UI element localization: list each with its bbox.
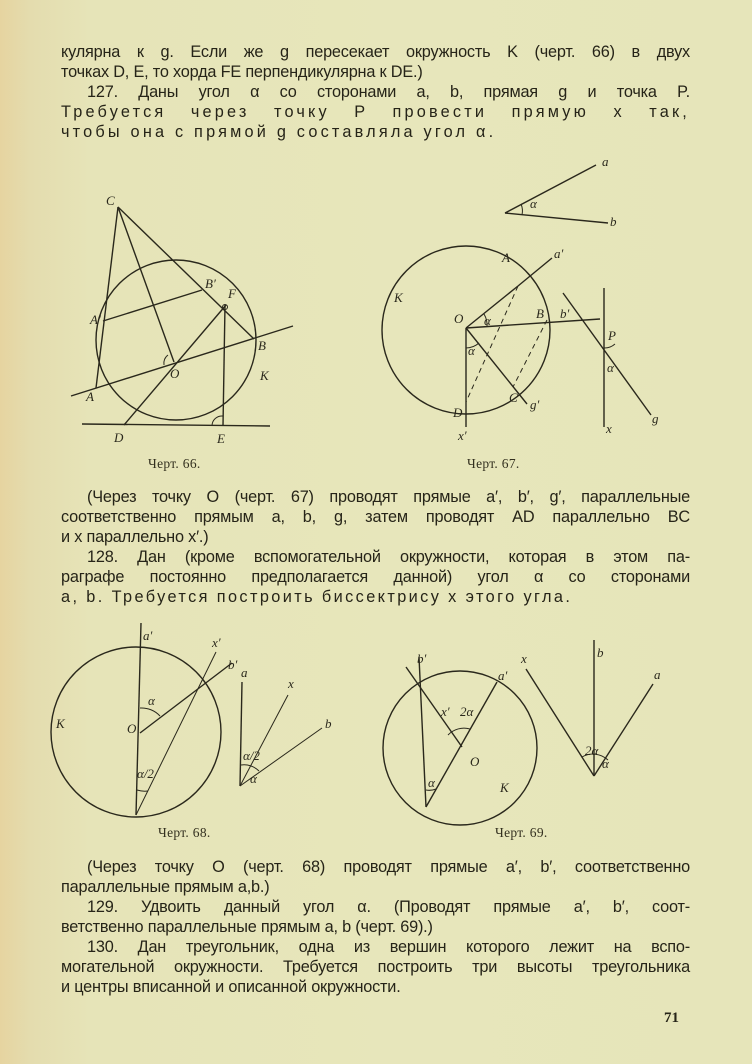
label-alpha-1: α (484, 313, 491, 328)
label-b-prime: b′ (560, 306, 570, 321)
label-2alpha-right: 2α (585, 743, 599, 758)
paragraph-continuation (61, 42, 690, 82)
paragraph-figure-68-note (61, 857, 690, 897)
label-b-prime: B′ (205, 276, 216, 291)
ray-a (240, 682, 242, 786)
label-k: K (260, 368, 269, 383)
figure-66 (60, 185, 310, 455)
label-alpha-2: α (250, 771, 257, 786)
label-p: P (608, 328, 616, 343)
label-point-b: B (536, 306, 544, 321)
label-a-prime: A′ (90, 312, 101, 327)
label-alpha-right: α (602, 756, 609, 771)
text-line: ветственно параллельные прямым a, b (черт. 69).) (61, 918, 433, 936)
label-a: a (654, 667, 661, 682)
label-a: A (86, 389, 94, 404)
label-k: K (56, 716, 65, 731)
label-d: D (453, 405, 463, 420)
label-k: K (500, 780, 509, 795)
text-line: и центры вписанной и описанной окружности. (61, 978, 401, 996)
label-o: O (127, 721, 137, 736)
text-line: раграфе постоянно предполагается данной) угол α со сторонами (61, 568, 690, 586)
text-line: параллельные прямым a,b.) (61, 878, 270, 896)
text-line: и x параллельно x′.) (61, 528, 209, 546)
label-x-prime: x′ (441, 704, 450, 719)
label-a: a (241, 665, 248, 680)
line-de (82, 424, 270, 426)
paragraph-figure-67-note (61, 487, 690, 547)
caption-figure-68: Черт. 68. (158, 825, 211, 840)
label-alpha-2: α (468, 343, 475, 358)
label-a-prime: a′ (498, 668, 508, 683)
label-a: a (602, 154, 609, 169)
label-b: b (597, 645, 604, 660)
line-a-prime (136, 623, 141, 815)
label-x: x (606, 421, 612, 436)
label-b: B (258, 338, 266, 353)
angle-mark-half (137, 790, 148, 791)
label-a-prime: a′ (143, 628, 153, 643)
problem-128 (61, 547, 690, 607)
chord-fe (223, 305, 225, 426)
line-ca (96, 207, 118, 388)
text-line: соответственно прямым a, b, g, затем проводят AD параллельно BC (61, 508, 690, 526)
label-o: O (470, 754, 480, 769)
label-2alpha: 2α (460, 704, 474, 719)
text-line: 128. Дан (кроме вспомогательной окружности, которая в этом па- (87, 548, 690, 566)
angle-mark-p (604, 344, 615, 348)
label-b: b (325, 716, 332, 731)
label-b-prime: b′ (417, 651, 427, 666)
label-alpha: α (530, 196, 537, 211)
label-o: O (170, 366, 180, 381)
figure-69 (370, 625, 690, 825)
label-x-prime: x′ (458, 428, 467, 443)
line-co (118, 207, 174, 362)
text-line: точках D, E, то хорда FE перпендикулярна к DE.) (61, 63, 423, 81)
ray-b (505, 213, 608, 223)
label-c: C (106, 193, 115, 208)
label-k: K (394, 290, 403, 305)
figure-68 (40, 615, 360, 825)
problem-127 (61, 82, 690, 142)
problem-129 (61, 897, 690, 937)
label-b: b (610, 214, 617, 229)
label-d: D (114, 430, 124, 445)
text-line: 130. Дан треугольник, одна из вершин которого лежит на вспо- (87, 938, 690, 956)
label-c: C (509, 390, 518, 405)
line-a-prime (426, 682, 497, 807)
text-line: чтобы она с прямой g составляла угол α. (61, 123, 497, 141)
caption-figure-66: Черт. 66. (148, 456, 201, 471)
line-g (563, 293, 651, 415)
line-x-prime (406, 667, 462, 747)
caption-figure-69: Черт. 69. (495, 825, 548, 840)
line-bc (513, 320, 547, 387)
label-alpha-half: α/2 (137, 766, 154, 781)
label-alpha-half-2: α/2 (243, 748, 260, 763)
text-line: 127. Даны угол α со сторонами a, b, прямая g и точка P. (87, 83, 690, 101)
label-x-prime: x′ (212, 635, 221, 650)
page-number: 71 (664, 1010, 679, 1026)
line-x-prime (136, 652, 216, 815)
ray-g-prime (466, 328, 527, 404)
circle-k (96, 260, 256, 420)
line-oa (466, 286, 518, 328)
text-line: могательной окружности. Требуется построить три высоты треугольника (61, 958, 690, 976)
problem-130 (61, 937, 690, 997)
label-alpha: α (148, 693, 155, 708)
text-line: 129. Удвоить данный угол α. (Проводят прямые a′, b′, соот- (87, 898, 690, 916)
angle-mark-o (164, 355, 168, 365)
ray-x (240, 695, 288, 786)
label-x: x (521, 651, 527, 666)
label-e: E (217, 431, 225, 446)
label-g: g (652, 411, 659, 426)
text-line: a, b. Требуется построить биссектрису x этого угла. (61, 588, 573, 606)
label-g-prime: g′ (530, 397, 540, 412)
label-point-a: A (502, 250, 510, 265)
label-a-prime: a′ (554, 246, 564, 261)
label-b-prime: b′ (228, 657, 238, 672)
label-o: O (454, 311, 464, 326)
line-cb (118, 207, 254, 339)
caption-figure-67: Черт. 67. (467, 456, 520, 471)
text-line: кулярна к g. Если же g пересекает окружность K (черт. 66) в двух (61, 43, 690, 61)
label-f: F (228, 286, 236, 301)
line-df (124, 305, 226, 425)
chord-a-b (103, 290, 202, 321)
angle-mark-e (212, 416, 223, 426)
text-line: (Через точку O (черт. 67) проводят прямые a′, b′, g′, параллельные (87, 488, 690, 506)
angle-mark-alpha (140, 708, 160, 716)
text-line: Требуется через точку P провести прямую x так, (61, 103, 690, 121)
line-ab (71, 326, 293, 396)
label-x: x (288, 676, 294, 691)
figure-67 (370, 140, 670, 455)
angle-mark-alpha (521, 204, 522, 215)
ray-a (505, 165, 596, 213)
label-alpha-p: α (607, 360, 614, 375)
label-alpha: α (428, 775, 435, 790)
text-line: (Через точку O (черт. 68) проводят прямые a′, b′, соответственно (87, 858, 690, 876)
